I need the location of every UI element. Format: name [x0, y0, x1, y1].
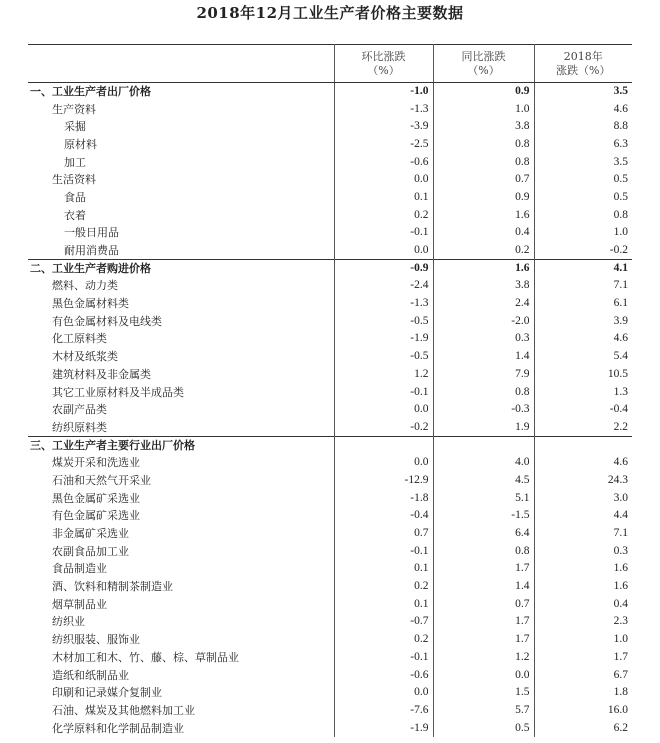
- table-row: [28, 472, 632, 490]
- year-value: 2.2: [613, 420, 628, 433]
- yoy-value: 0.7: [433, 595, 534, 613]
- yoy-value: 4.0: [433, 454, 534, 472]
- row-label: 一般日用品: [28, 224, 334, 242]
- yoy-value: 5.1: [433, 489, 534, 507]
- year-value: 4.1: [534, 259, 632, 277]
- table-row: [28, 136, 632, 154]
- yoy-value: 1.4: [433, 578, 534, 596]
- yoy-value: -2.0: [433, 312, 534, 330]
- table-row: [28, 649, 632, 667]
- yoy-value: 1.7: [433, 613, 534, 631]
- row-label: 三、工业生产者主要行业出厂价格: [28, 436, 334, 454]
- yoy-value: 0.0: [433, 666, 534, 684]
- year-value: 0.3: [613, 544, 628, 557]
- year-value: 1.7: [613, 650, 628, 663]
- year-value: -0.4: [609, 403, 628, 416]
- yoy-value: 0.9: [433, 83, 534, 101]
- yoy-value: 0.7: [433, 171, 534, 189]
- table-row: [28, 702, 632, 720]
- yoy-value: -1.5: [433, 507, 534, 525]
- row-label: 纺织服装、服饰业: [28, 631, 334, 649]
- yoy-value: 0.4: [433, 224, 534, 242]
- year-value: 6.2: [613, 721, 628, 734]
- mom-value: 0.0: [334, 401, 433, 419]
- mom-value: -1.9: [334, 719, 433, 737]
- year-value: 0.5: [613, 173, 628, 186]
- yoy-value: 3.8: [433, 118, 534, 136]
- year-value: 4.6: [613, 102, 628, 115]
- year-value: 4.4: [613, 509, 628, 522]
- yoy-value: 0.3: [433, 330, 534, 348]
- page-title: 2018年12月工业生产者价格主要数据: [196, 4, 464, 22]
- mom-value: 0.0: [334, 454, 433, 472]
- year-value: 0.4: [613, 597, 628, 610]
- row-label: 印刷和记录媒介复制业: [28, 684, 334, 702]
- row-label: 农副食品加工业: [28, 542, 334, 560]
- table-row: [28, 330, 632, 348]
- header-mom-line2: （%）: [367, 63, 400, 77]
- mom-value: -2.4: [334, 277, 433, 295]
- table-row: [28, 242, 632, 260]
- yoy-value: 1.7: [433, 631, 534, 649]
- row-label: 纺织原料类: [28, 419, 334, 437]
- mom-value: 0.1: [334, 560, 433, 578]
- year-value: 3.5: [613, 85, 628, 98]
- row-label: 衣着: [28, 206, 334, 224]
- yoy-value: 1.7: [433, 560, 534, 578]
- row-label: 食品: [28, 189, 334, 207]
- header-yoy-line2: （%）: [467, 63, 500, 77]
- table-row: [28, 507, 632, 525]
- table-row: [28, 153, 632, 171]
- table-row: [28, 666, 632, 684]
- year-value: 3.5: [613, 155, 628, 168]
- table-row: [28, 631, 632, 649]
- table-row: [28, 277, 632, 295]
- year-value: 1.8: [613, 686, 628, 699]
- mom-value: 0.7: [334, 525, 433, 543]
- table-row: [28, 312, 632, 330]
- table-row: [28, 259, 632, 277]
- year-value: 6.3: [613, 137, 628, 150]
- year-value: 16.0: [607, 703, 628, 716]
- year-value: 6.1: [613, 297, 628, 310]
- mom-value: 0.0: [334, 684, 433, 702]
- yoy-value: 2.4: [433, 295, 534, 313]
- table-row: [28, 613, 632, 631]
- table-row: [28, 295, 632, 313]
- mom-value: 0.0: [334, 171, 433, 189]
- table-row: [28, 436, 632, 454]
- mom-value: -1.8: [334, 489, 433, 507]
- row-label: 石油、煤炭及其他燃料加工业: [28, 702, 334, 720]
- year-value: 3.9: [613, 314, 628, 327]
- mom-value: -1.0: [334, 83, 433, 101]
- yoy-value: 0.8: [433, 383, 534, 401]
- mom-value: -3.9: [334, 118, 433, 136]
- table-row: [28, 560, 632, 578]
- row-label: 一、工业生产者出厂价格: [28, 83, 334, 101]
- table-row: [28, 401, 632, 419]
- row-label: 生活资料: [28, 171, 334, 189]
- mom-value: -0.2: [334, 419, 433, 437]
- table-row: [28, 489, 632, 507]
- yoy-value: 0.8: [433, 542, 534, 560]
- mom-value: -0.5: [334, 348, 433, 366]
- table-row: [28, 366, 632, 384]
- row-label: 烟草制品业: [28, 595, 334, 613]
- year-value: 4.6: [613, 332, 628, 345]
- mom-value: -0.4: [334, 507, 433, 525]
- mom-value: -0.7: [334, 613, 433, 631]
- header-blank-cell: [28, 45, 334, 83]
- row-label: 农副产品类: [28, 401, 334, 419]
- yoy-value: 0.5: [433, 719, 534, 737]
- mom-value: [334, 436, 433, 454]
- mom-value: 1.2: [334, 366, 433, 384]
- table-row: [28, 100, 632, 118]
- row-label: 非金属矿采选业: [28, 525, 334, 543]
- yoy-value: 1.6: [433, 206, 534, 224]
- table-row: [28, 189, 632, 207]
- mom-value: -0.9: [334, 259, 433, 277]
- mom-value: 0.0: [334, 242, 433, 260]
- header-mom-line1: 环比涨跌: [361, 49, 406, 63]
- year-value: 6.7: [613, 668, 628, 681]
- yoy-value: 5.7: [433, 702, 534, 720]
- row-label: 二、工业生产者购进价格: [28, 259, 334, 277]
- yoy-value: 1.9: [433, 419, 534, 437]
- mom-value: -0.1: [334, 649, 433, 667]
- table-row: [28, 578, 632, 596]
- year-value: 5.4: [613, 350, 628, 363]
- mom-value: 0.2: [334, 578, 433, 596]
- year-value: 8.8: [613, 120, 628, 133]
- table-header-row: [28, 45, 632, 83]
- year-value: 4.6: [613, 456, 628, 469]
- table-row: [28, 719, 632, 737]
- row-label: 有色金属材料及电线类: [28, 312, 334, 330]
- row-label: 原材料: [28, 136, 334, 154]
- header-yoy: [433, 45, 534, 83]
- row-label: 生产资料: [28, 100, 334, 118]
- year-value: 2.3: [613, 615, 628, 628]
- header-mom: [334, 45, 433, 83]
- year-value: 1.0: [613, 226, 628, 239]
- row-label: 化工原料类: [28, 330, 334, 348]
- yoy-value: 3.8: [433, 277, 534, 295]
- table-row: [28, 83, 632, 101]
- row-label: 食品制造业: [28, 560, 334, 578]
- table-row: [28, 206, 632, 224]
- header-yoy-line1: 同比涨跌: [461, 49, 506, 63]
- mom-value: -1.9: [334, 330, 433, 348]
- row-label: 造纸和纸制品业: [28, 666, 334, 684]
- mom-value: -0.1: [334, 542, 433, 560]
- year-value: 7.1: [613, 527, 628, 540]
- row-label: 耐用消费品: [28, 242, 334, 260]
- price-data-table: [28, 44, 632, 737]
- mom-value: 0.1: [334, 189, 433, 207]
- yoy-value: 1.2: [433, 649, 534, 667]
- table-row: [28, 595, 632, 613]
- yoy-value: 1.6: [433, 259, 534, 277]
- year-value: 1.6: [613, 562, 628, 575]
- table-row: [28, 684, 632, 702]
- year-value: 0.5: [613, 190, 628, 203]
- mom-value: -7.6: [334, 702, 433, 720]
- year-value: 24.3: [607, 473, 628, 486]
- mom-value: -0.1: [334, 383, 433, 401]
- table-row: [28, 171, 632, 189]
- mom-value: -0.6: [334, 153, 433, 171]
- row-label: 燃料、动力类: [28, 277, 334, 295]
- row-label: 黑色金属矿采选业: [28, 489, 334, 507]
- table-row: [28, 383, 632, 401]
- mom-value: -1.3: [334, 295, 433, 313]
- row-label: 采掘: [28, 118, 334, 136]
- row-label: 黑色金属材料类: [28, 295, 334, 313]
- mom-value: -0.1: [334, 224, 433, 242]
- row-label: 化学原料和化学制品制造业: [28, 719, 334, 737]
- mom-value: -0.6: [334, 666, 433, 684]
- row-label: 建筑材料及非金属类: [28, 366, 334, 384]
- yoy-value: 7.9: [433, 366, 534, 384]
- table-row: [28, 542, 632, 560]
- yoy-value: -0.3: [433, 401, 534, 419]
- row-label: 木材加工和木、竹、藤、棕、草制品业: [28, 649, 334, 667]
- row-label: 酒、饮料和精制茶制造业: [28, 578, 334, 596]
- mom-value: 0.1: [334, 595, 433, 613]
- table-row: [28, 419, 632, 437]
- mom-value: -2.5: [334, 136, 433, 154]
- header-year-line1: 2018年: [563, 49, 603, 63]
- table-body: [28, 83, 632, 737]
- table-row: [28, 224, 632, 242]
- year-value: 10.5: [607, 367, 628, 380]
- table-row: [28, 118, 632, 136]
- row-label: 石油和天然气开采业: [28, 472, 334, 490]
- yoy-value: 0.9: [433, 189, 534, 207]
- table-row: [28, 454, 632, 472]
- year-value: [534, 436, 632, 454]
- yoy-value: 1.4: [433, 348, 534, 366]
- mom-value: 0.2: [334, 206, 433, 224]
- year-value: 3.0: [613, 491, 628, 504]
- row-label: 加工: [28, 153, 334, 171]
- header-year: [534, 45, 632, 83]
- year-value: 7.1: [613, 279, 628, 292]
- mom-value: 0.2: [334, 631, 433, 649]
- row-label: 煤炭开采和洗选业: [28, 454, 334, 472]
- mom-value: -12.9: [334, 472, 433, 490]
- year-value: -0.2: [609, 243, 628, 256]
- row-label: 其它工业原材料及半成品类: [28, 383, 334, 401]
- mom-value: -0.5: [334, 312, 433, 330]
- year-value: 0.8: [613, 208, 628, 221]
- table-row: [28, 348, 632, 366]
- year-value: 1.6: [613, 580, 628, 593]
- row-label: 有色金属矿采选业: [28, 507, 334, 525]
- header-year-line2: 涨跌（%）: [556, 63, 611, 77]
- yoy-value: 0.2: [433, 242, 534, 260]
- mom-value: -1.3: [334, 100, 433, 118]
- year-value: 1.0: [613, 633, 628, 646]
- yoy-value: 6.4: [433, 525, 534, 543]
- yoy-value: 1.5: [433, 684, 534, 702]
- year-value: 1.3: [613, 385, 628, 398]
- yoy-value: 0.8: [433, 136, 534, 154]
- yoy-value: 0.8: [433, 153, 534, 171]
- yoy-value: 1.0: [433, 100, 534, 118]
- yoy-value: [433, 436, 534, 454]
- row-label: 木材及纸浆类: [28, 348, 334, 366]
- yoy-value: 4.5: [433, 472, 534, 490]
- table-row: [28, 525, 632, 543]
- row-label: 纺织业: [28, 613, 334, 631]
